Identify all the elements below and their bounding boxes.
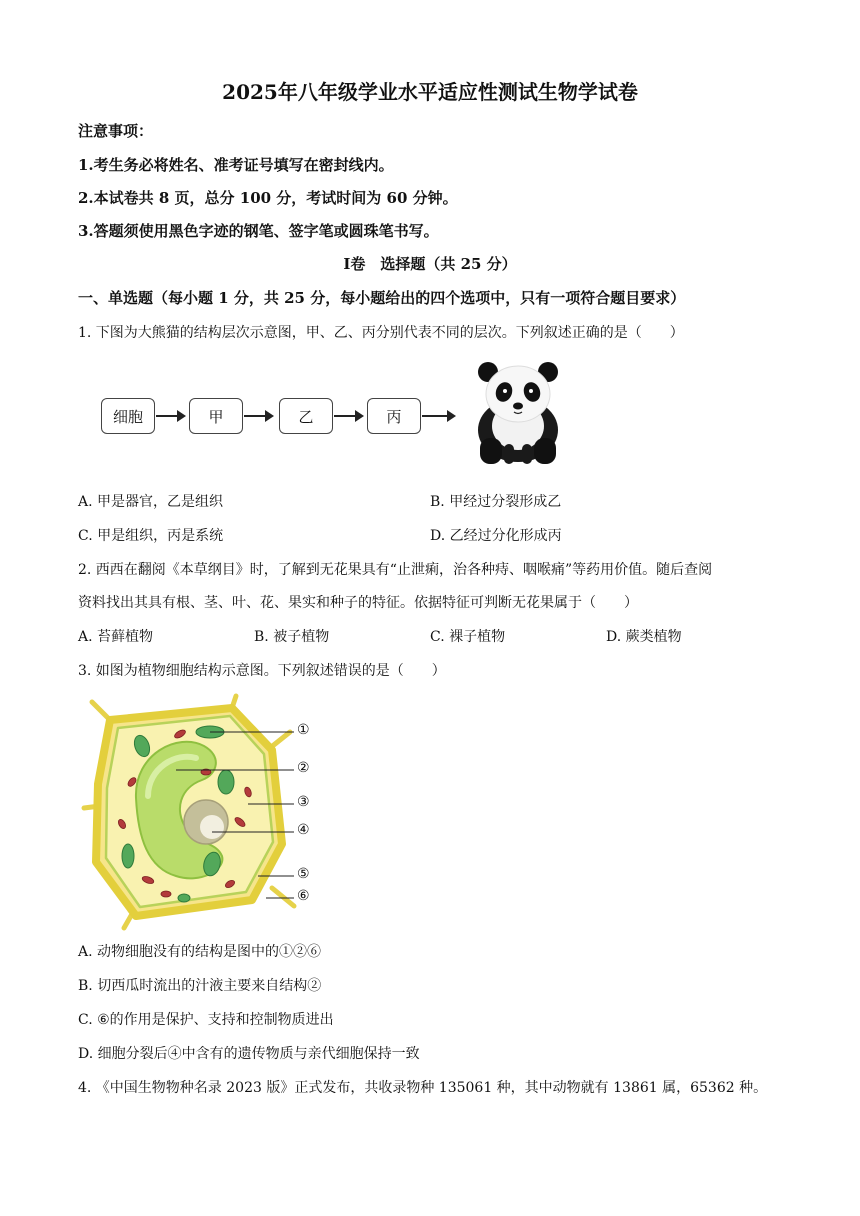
q1-stem: 1. 下图为大熊猫的结构层次示意图，甲、乙、丙分别代表不同的层次。下列叙述正确的是（ ）	[78, 325, 684, 341]
q2-option-d: D. 蕨类植物	[606, 629, 682, 645]
cell-label-3: ③	[297, 794, 310, 810]
exam-title: 2025年八年级学业水平适应性测试生物学试卷	[222, 80, 638, 104]
notes-heading: 注意事项：	[78, 122, 154, 140]
q3-option-d: D. 细胞分裂后④中含有的遗传物质与亲代细胞保持一致	[78, 1046, 420, 1062]
flow-arrow	[422, 415, 454, 417]
panda-image	[462, 356, 574, 468]
cell-label-6: ⑥	[297, 888, 310, 904]
q3-option-b: B. 切西瓜时流出的汁液主要来自结构②	[78, 978, 322, 994]
section-one-heading: 一、单选题（每小题 1 分，共 25 分，每小题给出的四个选项中，只有一项符合题目要求）	[78, 289, 686, 307]
q1-option-d: D. 乙经过分化形成丙	[430, 528, 562, 544]
q3-option-a: A. 动物细胞没有的结构是图中的①②⑥	[78, 944, 322, 960]
flow-box-cell: 细胞	[101, 398, 155, 434]
q1-option-a: A. 甲是器官，乙是组织	[78, 494, 224, 510]
cell-label-1: ①	[297, 722, 310, 738]
q2-option-c: C. 裸子植物	[430, 629, 506, 645]
note-item-2: 2.本试卷共 8 页，总分 100 分，考试时间为 60 分钟。	[78, 189, 458, 207]
flow-arrow	[244, 415, 272, 417]
q1-option-c: C. 甲是组织，丙是系统	[78, 528, 224, 544]
note-item-3: 3.答题须使用黑色字迹的钢笔、签字笔或圆珠笔书写。	[78, 222, 439, 240]
q2-option-a: A. 苔藓植物	[78, 629, 154, 645]
note-item-1: 1.考生务必将姓名、准考证号填写在密封线内。	[78, 156, 394, 174]
plant-cell-image	[76, 688, 326, 933]
q1-option-b: B. 甲经过分裂形成乙	[430, 494, 562, 510]
flow-box-jia: 甲	[189, 398, 243, 434]
cell-label-4: ④	[297, 822, 310, 838]
cell-label-2: ②	[297, 760, 310, 776]
flow-box-yi: 乙	[279, 398, 333, 434]
q2-stem-line-1: 2. 西西在翻阅《本草纲目》时，了解到无花果具有“止泄痢，治各种痔、咽喉痛”等药用价值。随后查阅	[78, 562, 713, 578]
q2-stem-line-2: 资料找出其具有根、茎、叶、花、果实和种子的特征。依据特征可判断无花果属于（ ）	[78, 595, 638, 611]
q2-option-b: B. 被子植物	[254, 629, 330, 645]
q3-stem: 3. 如图为植物细胞结构示意图。下列叙述错误的是（ ）	[78, 663, 446, 679]
q3-option-c: C. ⑥的作用是保护、支持和控制物质进出	[78, 1012, 334, 1028]
flow-arrow	[156, 415, 184, 417]
q4-stem: 4. 《中国生物物种名录 2023 版》正式发布，共收录物种 135061 种，其中动物就有 13861 属，65362 种。	[78, 1080, 768, 1096]
flow-box-bing: 丙	[367, 398, 421, 434]
cell-label-5: ⑤	[297, 866, 310, 882]
flow-arrow	[334, 415, 362, 417]
section-volume-heading: Ⅰ卷 选择题（共 25 分）	[343, 255, 517, 273]
